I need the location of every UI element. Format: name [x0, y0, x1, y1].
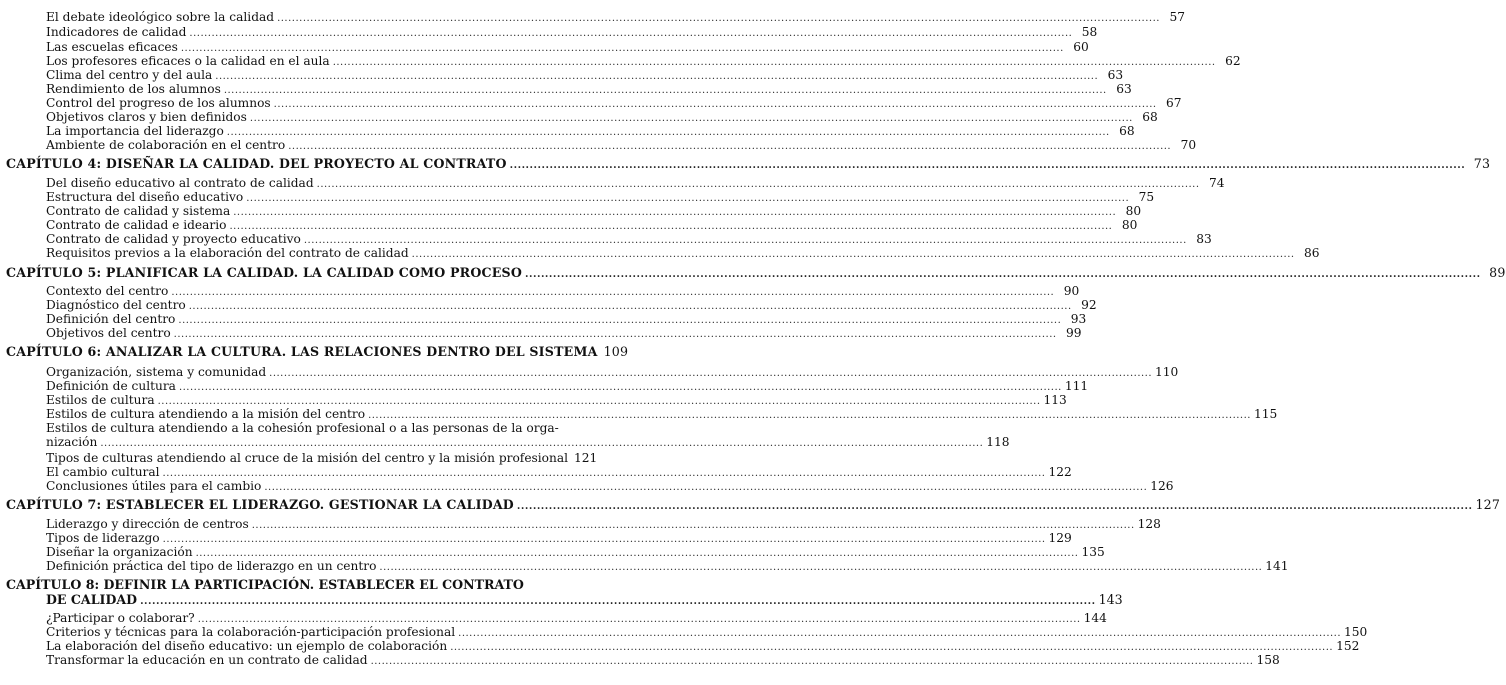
- toc-entry-title: Requisitos previos a la elaboración del contrato de calidad: [46, 246, 409, 260]
- toc-page-number: 70: [1180, 138, 1197, 152]
- toc-page-number: 141: [1265, 559, 1289, 573]
- toc-entry: [46, 451, 598, 465]
- toc-entry-title: Clima del centro y del aula: [46, 68, 213, 82]
- toc-entry: [46, 218, 1138, 232]
- dot-leader: [277, 12, 1160, 26]
- toc-page-number: 60: [1073, 40, 1089, 54]
- toc-entry: [46, 545, 1105, 559]
- toc-entry-title: La importancia del liderazgo: [46, 124, 224, 138]
- toc-page-number: 135: [1081, 545, 1105, 559]
- toc-entry: [46, 517, 1161, 531]
- toc-page-number: 115: [1253, 407, 1278, 421]
- toc-entry-title: Tipos de liderazgo: [46, 531, 160, 545]
- toc-page-number: 92: [1081, 298, 1097, 312]
- toc-chapter-entry: [6, 156, 1491, 171]
- toc-entry: [46, 379, 1089, 393]
- toc-entry-title: Objetivos del centro: [46, 326, 171, 340]
- toc-entry-title: Estructura del diseño educativo: [46, 190, 244, 204]
- toc-entry-title: Del diseño educativo al contrato de calidad: [46, 176, 314, 190]
- toc-entry-title: Criterios y técnicas para la colaboración-participación profesional: [46, 625, 456, 639]
- toc-entry: [46, 190, 1155, 204]
- toc-entry: [46, 611, 1107, 625]
- toc-entry: [46, 246, 1320, 260]
- toc-entry: [46, 559, 1289, 573]
- toc-page-number: 80: [1125, 204, 1142, 218]
- toc-entry: [46, 479, 1174, 493]
- toc-entry-title: Ambiente de colaboración en el centro: [46, 138, 286, 152]
- toc-entry: [46, 232, 1212, 246]
- toc-page-number: 63: [1116, 82, 1132, 96]
- toc-entry-title: Diseñar la organización: [46, 545, 193, 559]
- dot-leader: [517, 500, 1473, 514]
- toc-page-number: 83: [1196, 232, 1212, 246]
- toc-entry-title: DE CALIDAD: [46, 592, 138, 607]
- dot-leader: [458, 627, 1341, 641]
- toc-entry: [46, 284, 1080, 298]
- toc-entry-title: ¿Participar o colaborar?: [46, 611, 195, 625]
- toc-entry-title: Objetivos claros y bien definidos: [46, 110, 247, 124]
- toc-entry: [46, 531, 1072, 545]
- dot-leader: [371, 655, 1254, 669]
- dot-leader: [174, 328, 1057, 342]
- toc-entry: [46, 10, 1185, 24]
- toc-page-number: 126: [1150, 479, 1174, 493]
- toc-entry-title: Definición de cultura: [46, 379, 176, 393]
- toc-page-number: 90: [1063, 284, 1080, 298]
- toc-entry-title: Organización, sistema y comunidad: [46, 365, 267, 379]
- toc-page-number: 129: [1048, 531, 1072, 545]
- toc-entry: [46, 25, 1098, 39]
- toc-page-number: 63: [1107, 68, 1124, 82]
- toc-page-number: 122: [1048, 465, 1072, 479]
- toc-entry: [46, 365, 1179, 379]
- toc-page-number: 152: [1336, 639, 1360, 653]
- toc-page-number: 99: [1066, 326, 1082, 340]
- toc-entry-title: nización: [46, 435, 98, 449]
- toc-page-number: 89: [1489, 265, 1506, 280]
- toc-entry-title: CAPÍTULO 5: PLANIFICAR LA CALIDAD. LA CALIDAD COMO PROCESO: [6, 265, 523, 280]
- toc-chapter-entry: [46, 592, 1123, 607]
- toc-page-number: 74: [1209, 176, 1225, 190]
- toc-page-number: 150: [1344, 625, 1368, 639]
- toc-entry-title: Contexto del centro: [46, 284, 169, 298]
- toc-page-number: 73: [1473, 156, 1491, 171]
- toc-page-number: 75: [1138, 190, 1155, 204]
- toc-entry: [46, 176, 1225, 190]
- toc-entry: [46, 465, 1072, 479]
- toc-entry-title: Contrato de calidad y proyecto educativo: [46, 232, 301, 246]
- toc-entry: [46, 138, 1197, 152]
- toc-entry: [46, 298, 1097, 312]
- toc-page-number: 93: [1070, 312, 1087, 326]
- toc-page-number: 158: [1256, 653, 1280, 667]
- toc-page-number: 58: [1081, 25, 1098, 39]
- toc-page-number: 67: [1166, 96, 1182, 110]
- toc-entry-title: Conclusiones útiles para el cambio: [46, 479, 262, 493]
- toc-entry: [46, 407, 1278, 421]
- toc-entry: [46, 124, 1135, 138]
- dot-leader: [288, 140, 1171, 154]
- toc-chapter-entry: [6, 265, 1506, 280]
- toc-entry-title: CAPÍTULO 7: ESTABLECER EL LIDERAZGO. GESTIONAR LA CALIDAD: [6, 497, 514, 512]
- toc-entry-title: El cambio cultural: [46, 465, 160, 479]
- toc-entry: [46, 435, 1010, 449]
- toc-entry-title: Estilos de cultura atendiendo a la misión del centro: [46, 407, 366, 421]
- toc-entry-title: La elaboración del diseño educativo: un ejemplo de colaboración: [46, 639, 448, 653]
- toc-page-number: 86: [1304, 246, 1320, 260]
- toc-entry: [46, 421, 584, 435]
- dot-leader: [140, 595, 1096, 609]
- dot-leader: [510, 159, 1466, 173]
- toc-page-number: 143: [1098, 592, 1123, 607]
- toc-entry-title: Diagnóstico del centro: [46, 298, 186, 312]
- toc-entry: [46, 40, 1089, 54]
- dot-leader: [100, 437, 983, 451]
- toc-entry-title: Control del progreso de los alumnos: [46, 96, 271, 110]
- dot-leader: [412, 248, 1295, 262]
- toc-page-number: 80: [1121, 218, 1138, 232]
- toc-entry-title: Definición práctica del tipo de liderazgo en un centro: [46, 559, 377, 573]
- toc-entry-title: Tipos de culturas atendiendo al cruce de la misión del centro y la misión profesional: [46, 451, 569, 465]
- dot-leader: [379, 561, 1262, 575]
- toc-entry-title: Contrato de calidad e ideario: [46, 218, 227, 232]
- toc-entry-title: Transformar la educación en un contrato de calidad: [46, 653, 368, 667]
- toc-entry: [46, 653, 1280, 667]
- toc-entry: [46, 639, 1360, 653]
- toc-entry-title: Contrato de calidad y sistema: [46, 204, 231, 218]
- toc-entry-title: Indicadores de calidad: [46, 25, 187, 39]
- toc-page-number: 118: [986, 435, 1010, 449]
- toc-entry-title: Los profesores eficaces o la calidad en el aula: [46, 54, 330, 68]
- toc-page-number: 128: [1137, 517, 1161, 531]
- toc-page-number: 144: [1083, 611, 1107, 625]
- dot-leader: [525, 268, 1481, 282]
- toc-page-number: 113: [1043, 393, 1067, 407]
- toc-entry: [46, 110, 1158, 124]
- toc-entry: [46, 312, 1087, 326]
- toc-entry: [46, 326, 1082, 340]
- toc-page-number: 121: [574, 451, 598, 465]
- toc-entry: [46, 54, 1241, 68]
- toc-page-number: 68: [1142, 110, 1158, 124]
- toc-entry: [46, 204, 1142, 218]
- toc-entry: [46, 68, 1124, 82]
- toc-entry-title: Rendimiento de los alumnos: [46, 82, 221, 96]
- toc-entry-title: CAPÍTULO 4: DISEÑAR LA CALIDAD. DEL PROYECTO AL CONTRATO: [6, 156, 507, 171]
- toc-entry-title: Definición del centro: [46, 312, 176, 326]
- toc-page-number: 111: [1064, 379, 1089, 393]
- toc-entry-title: CAPÍTULO 6: ANALIZAR LA CULTURA. LAS RELACIONES DENTRO DEL SISTEMA: [6, 344, 598, 359]
- toc-page-number: 109: [603, 344, 629, 359]
- toc-entry-title: Estilos de cultura: [46, 393, 155, 407]
- toc-entry-title: Las escuelas eficaces: [46, 40, 178, 54]
- dot-leader: [189, 27, 1072, 41]
- toc-entry-title: Liderazgo y dirección de centros: [46, 517, 249, 531]
- toc-chapter-entry: [6, 344, 629, 359]
- toc-entry: [46, 96, 1182, 110]
- toc-entry-title: El debate ideológico sobre la calidad: [46, 10, 275, 24]
- toc-entry: [46, 82, 1132, 96]
- dot-leader: [264, 481, 1147, 495]
- toc-entry: [46, 625, 1368, 639]
- toc-page-number: 57: [1169, 10, 1185, 24]
- toc-page-number: 127: [1475, 497, 1501, 512]
- toc-page-number: 62: [1225, 54, 1241, 68]
- toc-entry: [46, 393, 1067, 407]
- toc-page-number: 68: [1119, 124, 1135, 138]
- toc-chapter-entry: [6, 578, 584, 592]
- toc-page-number: 110: [1155, 365, 1179, 379]
- toc-entry-title: CAPÍTULO 8: DEFINIR LA PARTICIPACIÓN. ESTABLECER EL CONTRATO: [6, 577, 524, 592]
- toc-entry-title: Estilos de cultura atendiendo a la cohesión profesional o a las personas de la orga-: [46, 421, 559, 435]
- toc-chapter-entry: [6, 497, 1501, 512]
